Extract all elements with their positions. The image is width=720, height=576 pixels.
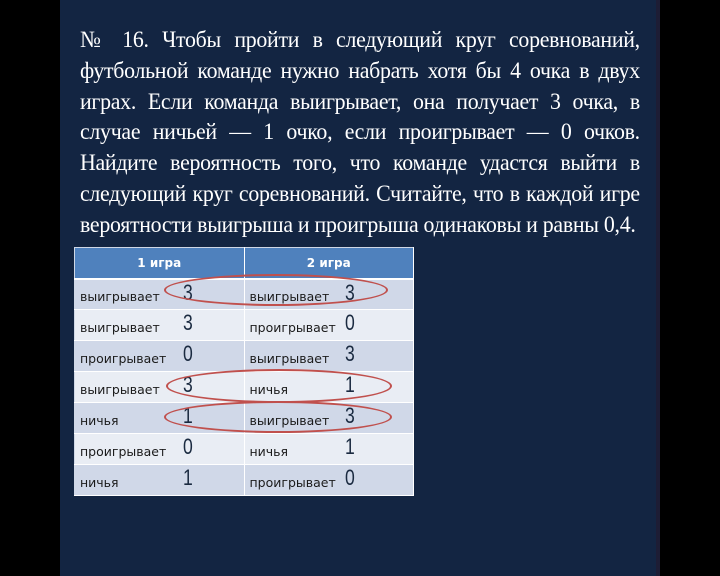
game-1-score: 0 xyxy=(183,434,193,459)
game-2-score: 1 xyxy=(344,372,355,397)
slide xyxy=(60,0,660,576)
game-1-result: выигрывает 3 xyxy=(75,310,245,341)
problem-statement: № 16. Чтобы пройти в следующий круг соревнований, футбольной команде нужно набрать хотя бы 4 очка в двух играх. Если команда выигрывает, она получает 3 очка, в случае ничьей — 1 очко, если проигрывает — 0 очков. Найдите вероятность того, что команде удастся выйти в следующий круг соревнований. Считайте, что в каждой игре вероятности выигрыша и проигрыша одинаковы и равны 0,4. xyxy=(80,27,640,238)
table-row xyxy=(75,434,414,465)
game-2-result: проигрывает 0 xyxy=(244,310,414,341)
header-game-2: 2 игра xyxy=(244,248,414,279)
game-2-score: 0 xyxy=(344,310,355,335)
game-2-score: 3 xyxy=(344,403,355,428)
game-1-score: 0 xyxy=(183,341,193,366)
game-1-score: 1 xyxy=(183,403,193,428)
outcomes-table-container xyxy=(74,247,414,497)
game-2-result: проигрывает 0 xyxy=(244,465,414,496)
table-row xyxy=(75,310,414,341)
game-1-score: 3 xyxy=(183,279,193,305)
game-1-result: проигрывает 0 xyxy=(75,341,245,372)
slide-edge xyxy=(656,0,660,576)
outcomes-table xyxy=(74,247,414,496)
game-1-result: ничья 1 xyxy=(75,465,245,496)
game-2-result: выигрывает 3 xyxy=(244,403,414,434)
game-1-score: 3 xyxy=(183,310,193,335)
game-1-result: выигрывает 3 xyxy=(75,372,245,403)
game-1-result: проигрывает 0 xyxy=(75,434,245,465)
game-2-score: 3 xyxy=(344,279,355,305)
header-game-1: 1 игра xyxy=(75,248,245,279)
table-row xyxy=(75,465,414,496)
game-1-result: ничья 1 xyxy=(75,403,245,434)
game-2-result: ничья 1 xyxy=(244,372,414,403)
table-header-row xyxy=(75,248,414,279)
game-2-result: выигрывает 3 xyxy=(244,341,414,372)
game-2-score: 1 xyxy=(344,434,355,459)
table-row xyxy=(75,341,414,372)
game-1-score: 1 xyxy=(183,465,193,490)
table-row xyxy=(75,279,414,310)
table-row xyxy=(75,372,414,403)
game-1-score: 3 xyxy=(183,372,193,397)
table-row xyxy=(75,403,414,434)
game-2-score: 3 xyxy=(344,341,355,366)
game-2-result: выигрывает 3 xyxy=(244,279,414,310)
game-1-result: выигрывает 3 xyxy=(75,279,245,310)
game-2-result: ничья 1 xyxy=(244,434,414,465)
game-2-score: 0 xyxy=(344,465,355,490)
